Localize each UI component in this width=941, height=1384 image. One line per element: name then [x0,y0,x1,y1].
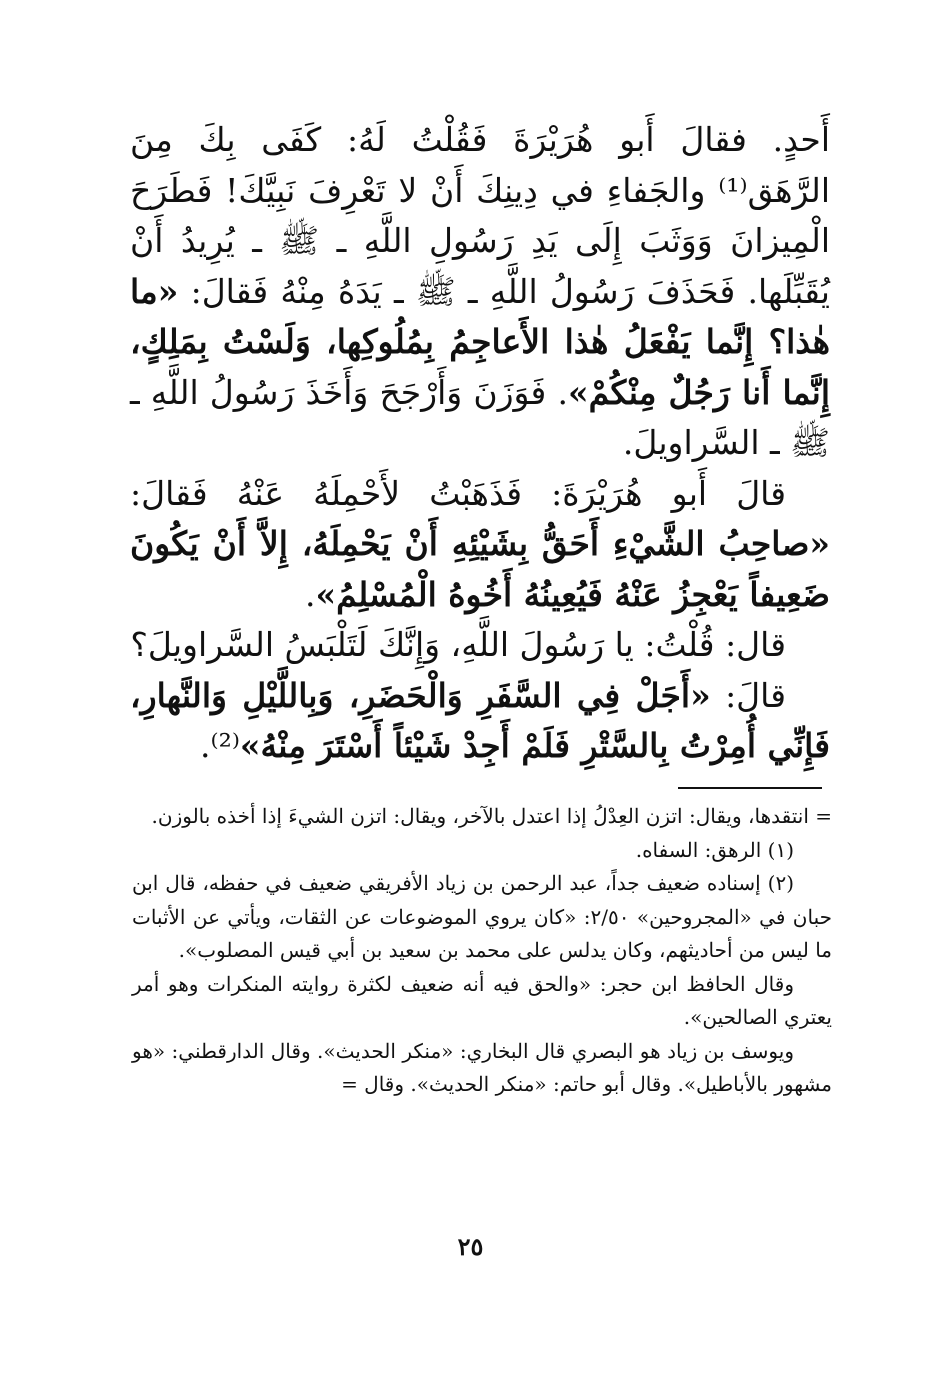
footnote-2-yusuf: ويوسف بن زياد هو البصري قال البخاري: «منكر الحديث». وقال الدارقطني: «هو مشهور بالأباطيل». وقال أبو حاتم: «منكر الحديث». وقال = [132,1038,832,1096]
main-paragraph-4-intro: قالَ: [725,675,786,715]
hadith-quote-3: «أَجَلْ فِي السَّفَرِ وَالْحَضَرِ، وَبِاللَّيْلِ وَالنَّهارِ، فَإِنِّي أُمِرْتُ بِالسَّتْرِ فَلَمْ أَجِدْ شَيْئاً أَسْتَرَ مِنْهُ» [130,675,830,765]
main-paragraph-4 [130,671,830,772]
hadith-quote-2: «صاحِبُ الشَّيْءِ أَحَقُّ بِشَيْئِهِ أَنْ يَحْمِلَهُ، إِلاَّ أَنْ يَكُونَ ضَعِيفاً يَعْجِزُ عَنْهُ فَيُعِينُهُ أَخُوهُ الْمُسْلِمُ» [130,524,830,614]
footnotes [132,800,832,1102]
main-paragraph-1 [130,115,830,469]
footnote-divider [678,787,822,789]
main-paragraph-2-intro: قالَ أَبو هُرَيْرَةَ: فَذَهَبْتُ لأَحْمِلَهُ عَنْهُ فَقالَ: [130,473,786,513]
main-paragraph-1-text: أَحدٍ. فقالَ أَبو هُرَيْرَةَ فَقُلْتُ لَهُ: كَفَى بِكَ مِنَ الرَّهَق⁽¹⁾ والجَفاءِ في دِينِكَ أَنْ لا تَعْرِفَ نَبِيَّكَ! فَطَرَحَ الْمِيزانَ وَوَثَبَ إِلَى يَدِ رَسُولِ اللَّهِ ـ ﷺ ـ يُرِيدُ أَنْ يُقَبِّلَها. فَحَذَفَ رَسُولُ اللَّهِ ـ ﷺ ـ يَدَهُ مِنْهُ فَقالَ: [130,120,830,311]
main-paragraph-3: قال: قُلْتُ: يا رَسُولَ اللَّهِ، وَإِنَّكَ لَتَلْبَسُ السَّراويلَ؟ [130,625,786,664]
main-paragraph-2-end: . [305,574,316,614]
footnote-1: (١) الرهق: السفاه. [635,837,794,862]
footnote-continuation: = انتقدها، ويقال: اتزن العِدْلُ إذا اعتدل بالآخر، ويقال: اتزن الشيءَ إذا أخذه بالوزن. [151,804,832,828]
page-number: ٢٥ [457,1232,484,1261]
main-paragraph-4-end: ⁽²⁾. [199,726,240,765]
footnote-2: (٢) إسناده ضعيف جداً، عبد الرحمن بن زياد الأفريقي ضعيف في حفظه، قال ابن حبان في «المجروحين» ٢/٥٠: «كان يروي الموضوعات عن الثقات، ويأتي عن الأثبات ما ليس من أحاديثهم، وكان يدلس على محمد بن سعيد بن أبي قيس المصلوب». [132,871,832,962]
main-text [130,115,830,772]
main-paragraph-2 [130,469,830,621]
hadith-quote-1: «ما هٰذا؟ إِنَّما يَفْعَلُ هٰذا الأَعاجِمُ بِمُلُوكِها، وَلَسْتُ بِمَلِكٍ، إِنَّما أَنا رَجُلٌ مِنْكُمْ» [130,271,831,412]
footnote-2-ibn-hajar: وقال الحافظ ابن حجر: «والحق فيه أنه ضعيف لكثرة روايته المنكرات وهو أمر يعتري الصالحين». [132,971,832,1029]
main-paragraph-1-end: . فَوَزَنَ وَأَرْجَحَ وَأَخَذَ رَسُولُ اللَّهِ ـ ﷺ ـ السَّراويلَ. [130,372,830,462]
